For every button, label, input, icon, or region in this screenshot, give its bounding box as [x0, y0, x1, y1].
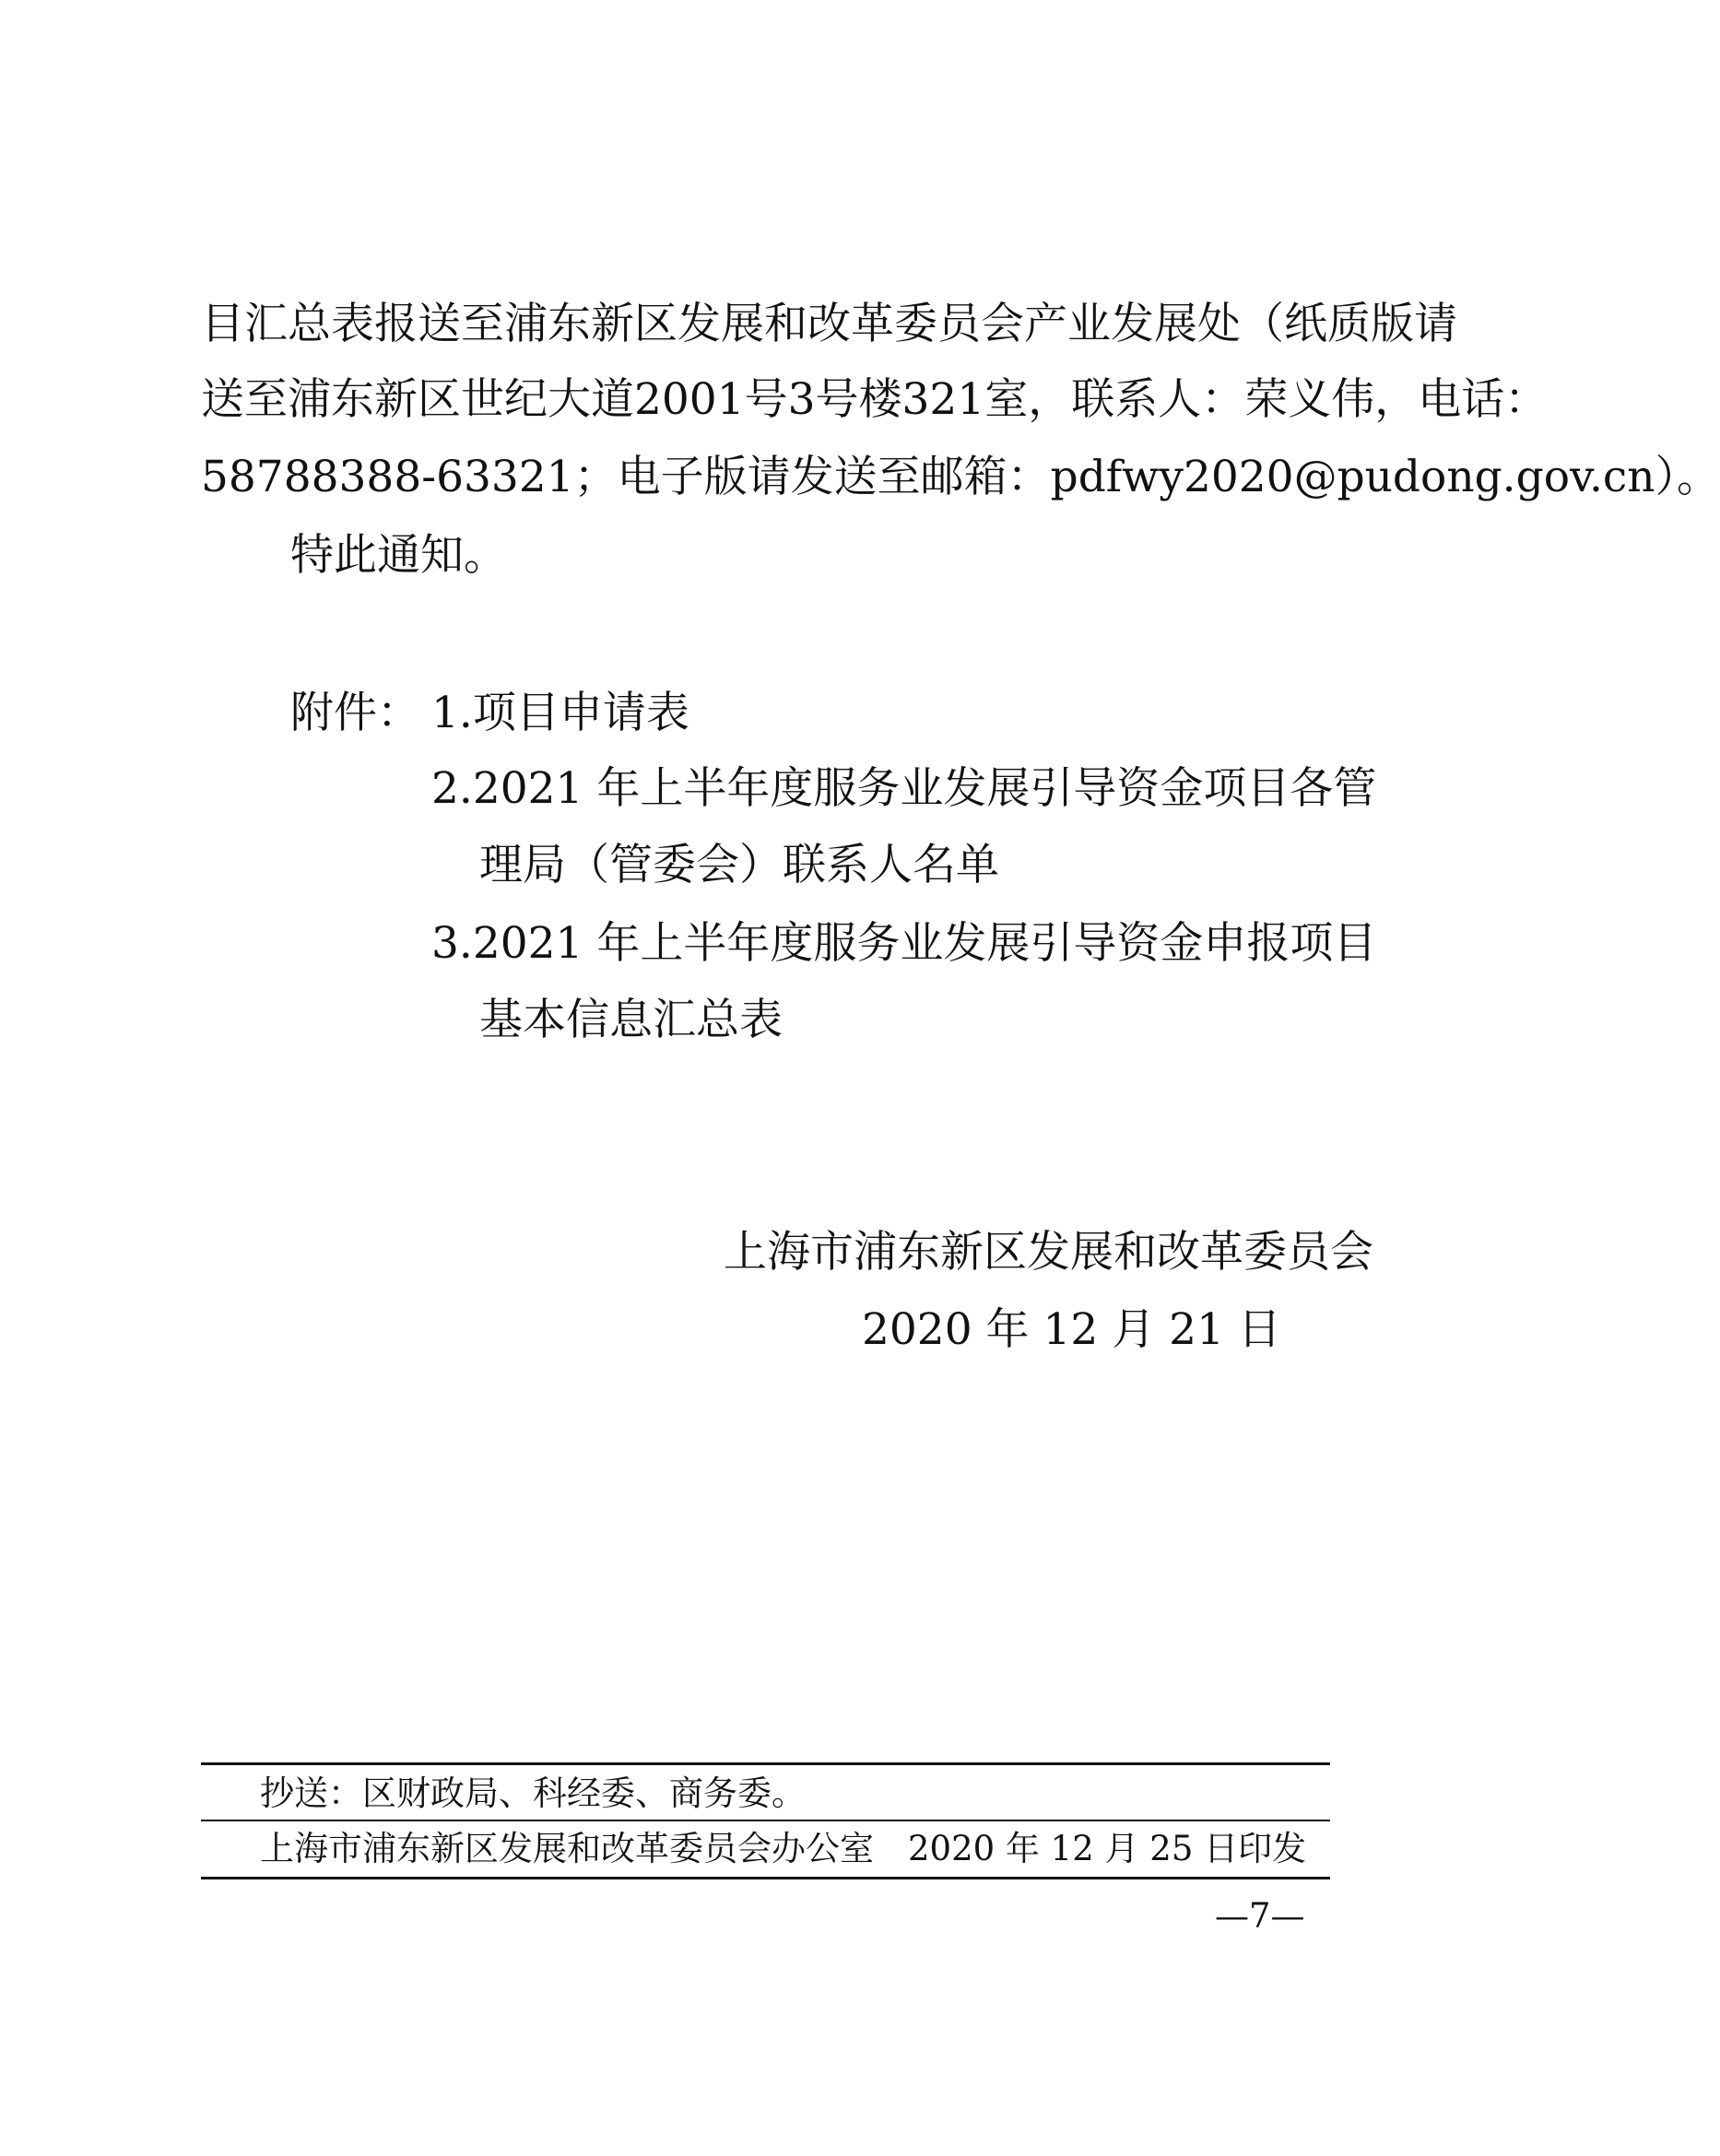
signature-date: 2020 年 12 月 21 日: [862, 1304, 1281, 1355]
cc-line: 抄送：区财政局、科经委、商务委。: [260, 1773, 806, 1813]
signature-org: 上海市浦东新区发展和改革委员会: [724, 1227, 1373, 1278]
page-number: —7—: [1215, 1896, 1305, 1936]
closing-notice: 特此通知。: [290, 530, 507, 581]
issuer-line: 上海市浦东新区发展和改革委员会办公室 2020 年 12 月 25 日印发: [260, 1829, 1307, 1868]
body-line-3: 58788388-63321；电子版请发送至邮箱：pdfwy2020@pudong.gov.cn）。: [201, 452, 1720, 502]
attachments-label: 附件：: [290, 688, 420, 738]
footer-top-rule: [201, 1762, 1330, 1765]
footer-middle-rule: [201, 1820, 1330, 1821]
body-line-2: 送至浦东新区世纪大道2001号3号楼321室，联系人：荣义伟，电话：: [201, 374, 1549, 425]
attachment-item-3-line-2: 基本信息汇总表: [479, 995, 783, 1045]
body-line-1: 目汇总表报送至浦东新区发展和改革委员会产业发展处（纸质版请: [201, 299, 1457, 349]
attachment-item-2-line-2: 理局（管委会）联系人名单: [479, 840, 999, 890]
attachment-item-2-line-1: 2.2021 年上半年度服务业发展引导资金项目各管: [431, 763, 1377, 814]
attachment-item-1: 1.项目申请表: [431, 688, 689, 738]
attachment-item-3-line-1: 3.2021 年上半年度服务业发展引导资金申报项目: [431, 918, 1377, 969]
footer-bottom-rule: [201, 1877, 1330, 1879]
